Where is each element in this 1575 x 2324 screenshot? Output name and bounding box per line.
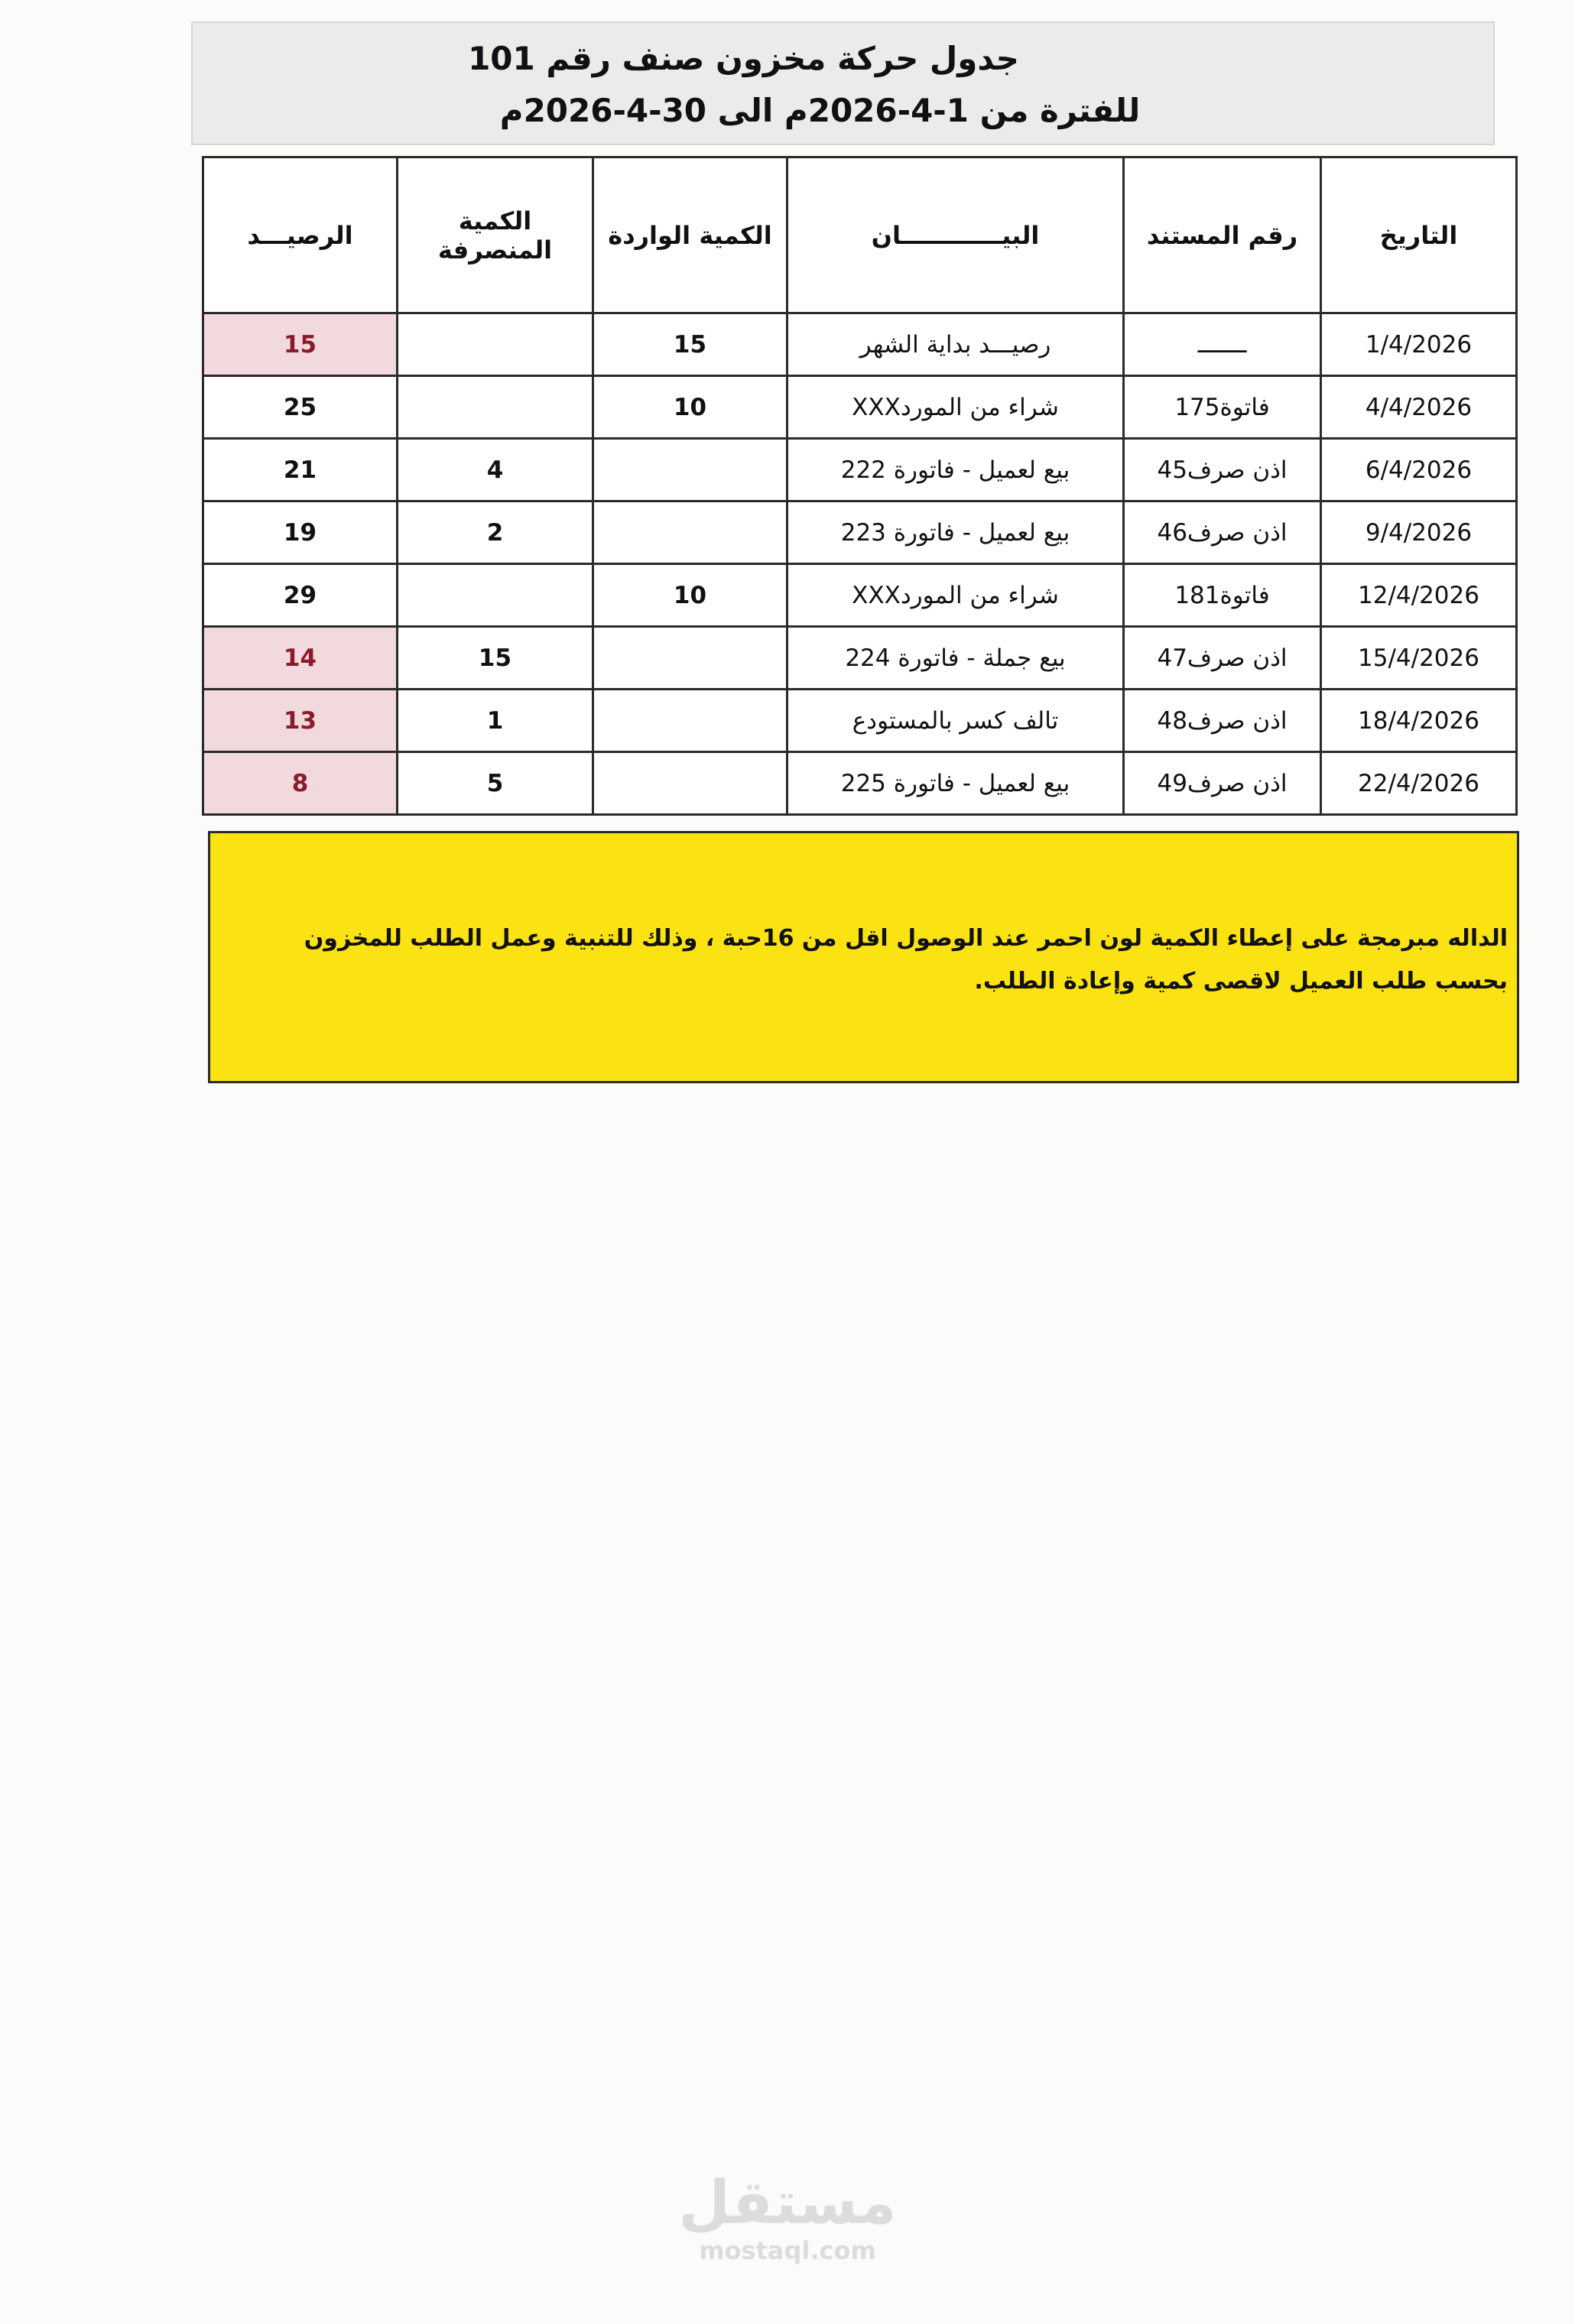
cell-quantity-in [593,501,788,564]
inventory-movement-table [202,156,1518,816]
cell-document-number: فاتوة175 [1124,376,1321,439]
cell-document-number: اذن صرف46 [1124,501,1321,564]
cell-date: 15/4/2026 [1321,627,1517,690]
cell-description: شراء من الموردXXX [788,376,1124,439]
table-row [203,439,1517,501]
cell-balance-low: 14 [203,627,398,690]
cell-quantity-in: 10 [593,376,788,439]
watermark [673,2171,902,2266]
table-row [203,752,1517,815]
header-description: البيــــــــــــان [788,157,1124,313]
cell-date: 6/4/2026 [1321,439,1517,501]
note-box [208,831,1519,1083]
cell-balance: 19 [203,501,398,564]
table-row [203,313,1517,376]
cell-date: 22/4/2026 [1321,752,1517,815]
document-period: للفترة من 1-4-2026م الى 30-4-2026م [499,92,1141,129]
cell-date: 9/4/2026 [1321,501,1517,564]
cell-date: 18/4/2026 [1321,690,1517,752]
cell-balance: 21 [203,439,398,501]
cell-quantity-out: 1 [398,690,593,752]
cell-document-number: فاتوة181 [1124,564,1321,627]
header-quantity-in: الكمية الواردة [593,157,788,313]
table-row [203,376,1517,439]
cell-description: بيع لعميل - فاتورة 222 [788,439,1124,501]
cell-date: 4/4/2026 [1321,376,1517,439]
cell-description: بيع جملة - فاتورة 224 [788,627,1124,690]
watermark-site: mostaql.com [699,2236,876,2265]
cell-quantity-out: 5 [398,752,593,815]
cell-document-number: اذن صرف47 [1124,627,1321,690]
cell-document-number: اذن صرف45 [1124,439,1321,501]
cell-quantity-in [593,752,788,815]
cell-description: بيع لعميل - فاتورة 223 [788,501,1124,564]
document-title-box [191,21,1495,145]
cell-description: تالف كسر بالمستودع [788,690,1124,752]
cell-date: 12/4/2026 [1321,564,1517,627]
header-quantity-out: الكمية المنصرفة [398,157,593,313]
watermark-logo: مستقل [678,2169,897,2238]
cell-description: بيع لعميل - فاتورة 225 [788,752,1124,815]
table-row [203,564,1517,627]
cell-document-number: اذن صرف49 [1124,752,1321,815]
cell-description: شراء من الموردXXX [788,564,1124,627]
note-text: الداله مبرمجة على إعطاء الكمية لون احمر عند الوصول اقل من 16حبة ، وذلك للتنبية وعمل الطلب للمخزون بحسب طلب العميل لاقصى كمية وإعادة الطلب. [304,925,1508,995]
cell-description: رصيـــد بداية الشهر [788,313,1124,376]
cell-balance-low: 13 [203,690,398,752]
header-date: التاريخ [1321,157,1517,313]
table-row [203,501,1517,564]
cell-quantity-out: 15 [398,627,593,690]
cell-quantity-out [398,376,593,439]
cell-quantity-out: 2 [398,501,593,564]
document-title: جدول حركة مخزون صنف رقم 101 [468,40,1019,77]
cell-date: 1/4/2026 [1321,313,1517,376]
header-balance: الرصيـــد [203,157,398,313]
cell-balance-low: 15 [203,313,398,376]
cell-quantity-in [593,439,788,501]
cell-quantity-in [593,627,788,690]
cell-quantity-out [398,564,593,627]
table-row [203,690,1517,752]
cell-document-number: اذن صرف48 [1124,690,1321,752]
cell-quantity-in: 15 [593,313,788,376]
cell-document-number: ـــــــ [1124,313,1321,376]
cell-balance: 25 [203,376,398,439]
cell-quantity-out [398,313,593,376]
header-document-number: رقم المستند [1124,157,1321,313]
cell-balance-low: 8 [203,752,398,815]
cell-quantity-in: 10 [593,564,788,627]
table-header-row [203,157,1517,313]
cell-quantity-out: 4 [398,439,593,501]
cell-balance: 29 [203,564,398,627]
table-row [203,627,1517,690]
cell-quantity-in [593,690,788,752]
